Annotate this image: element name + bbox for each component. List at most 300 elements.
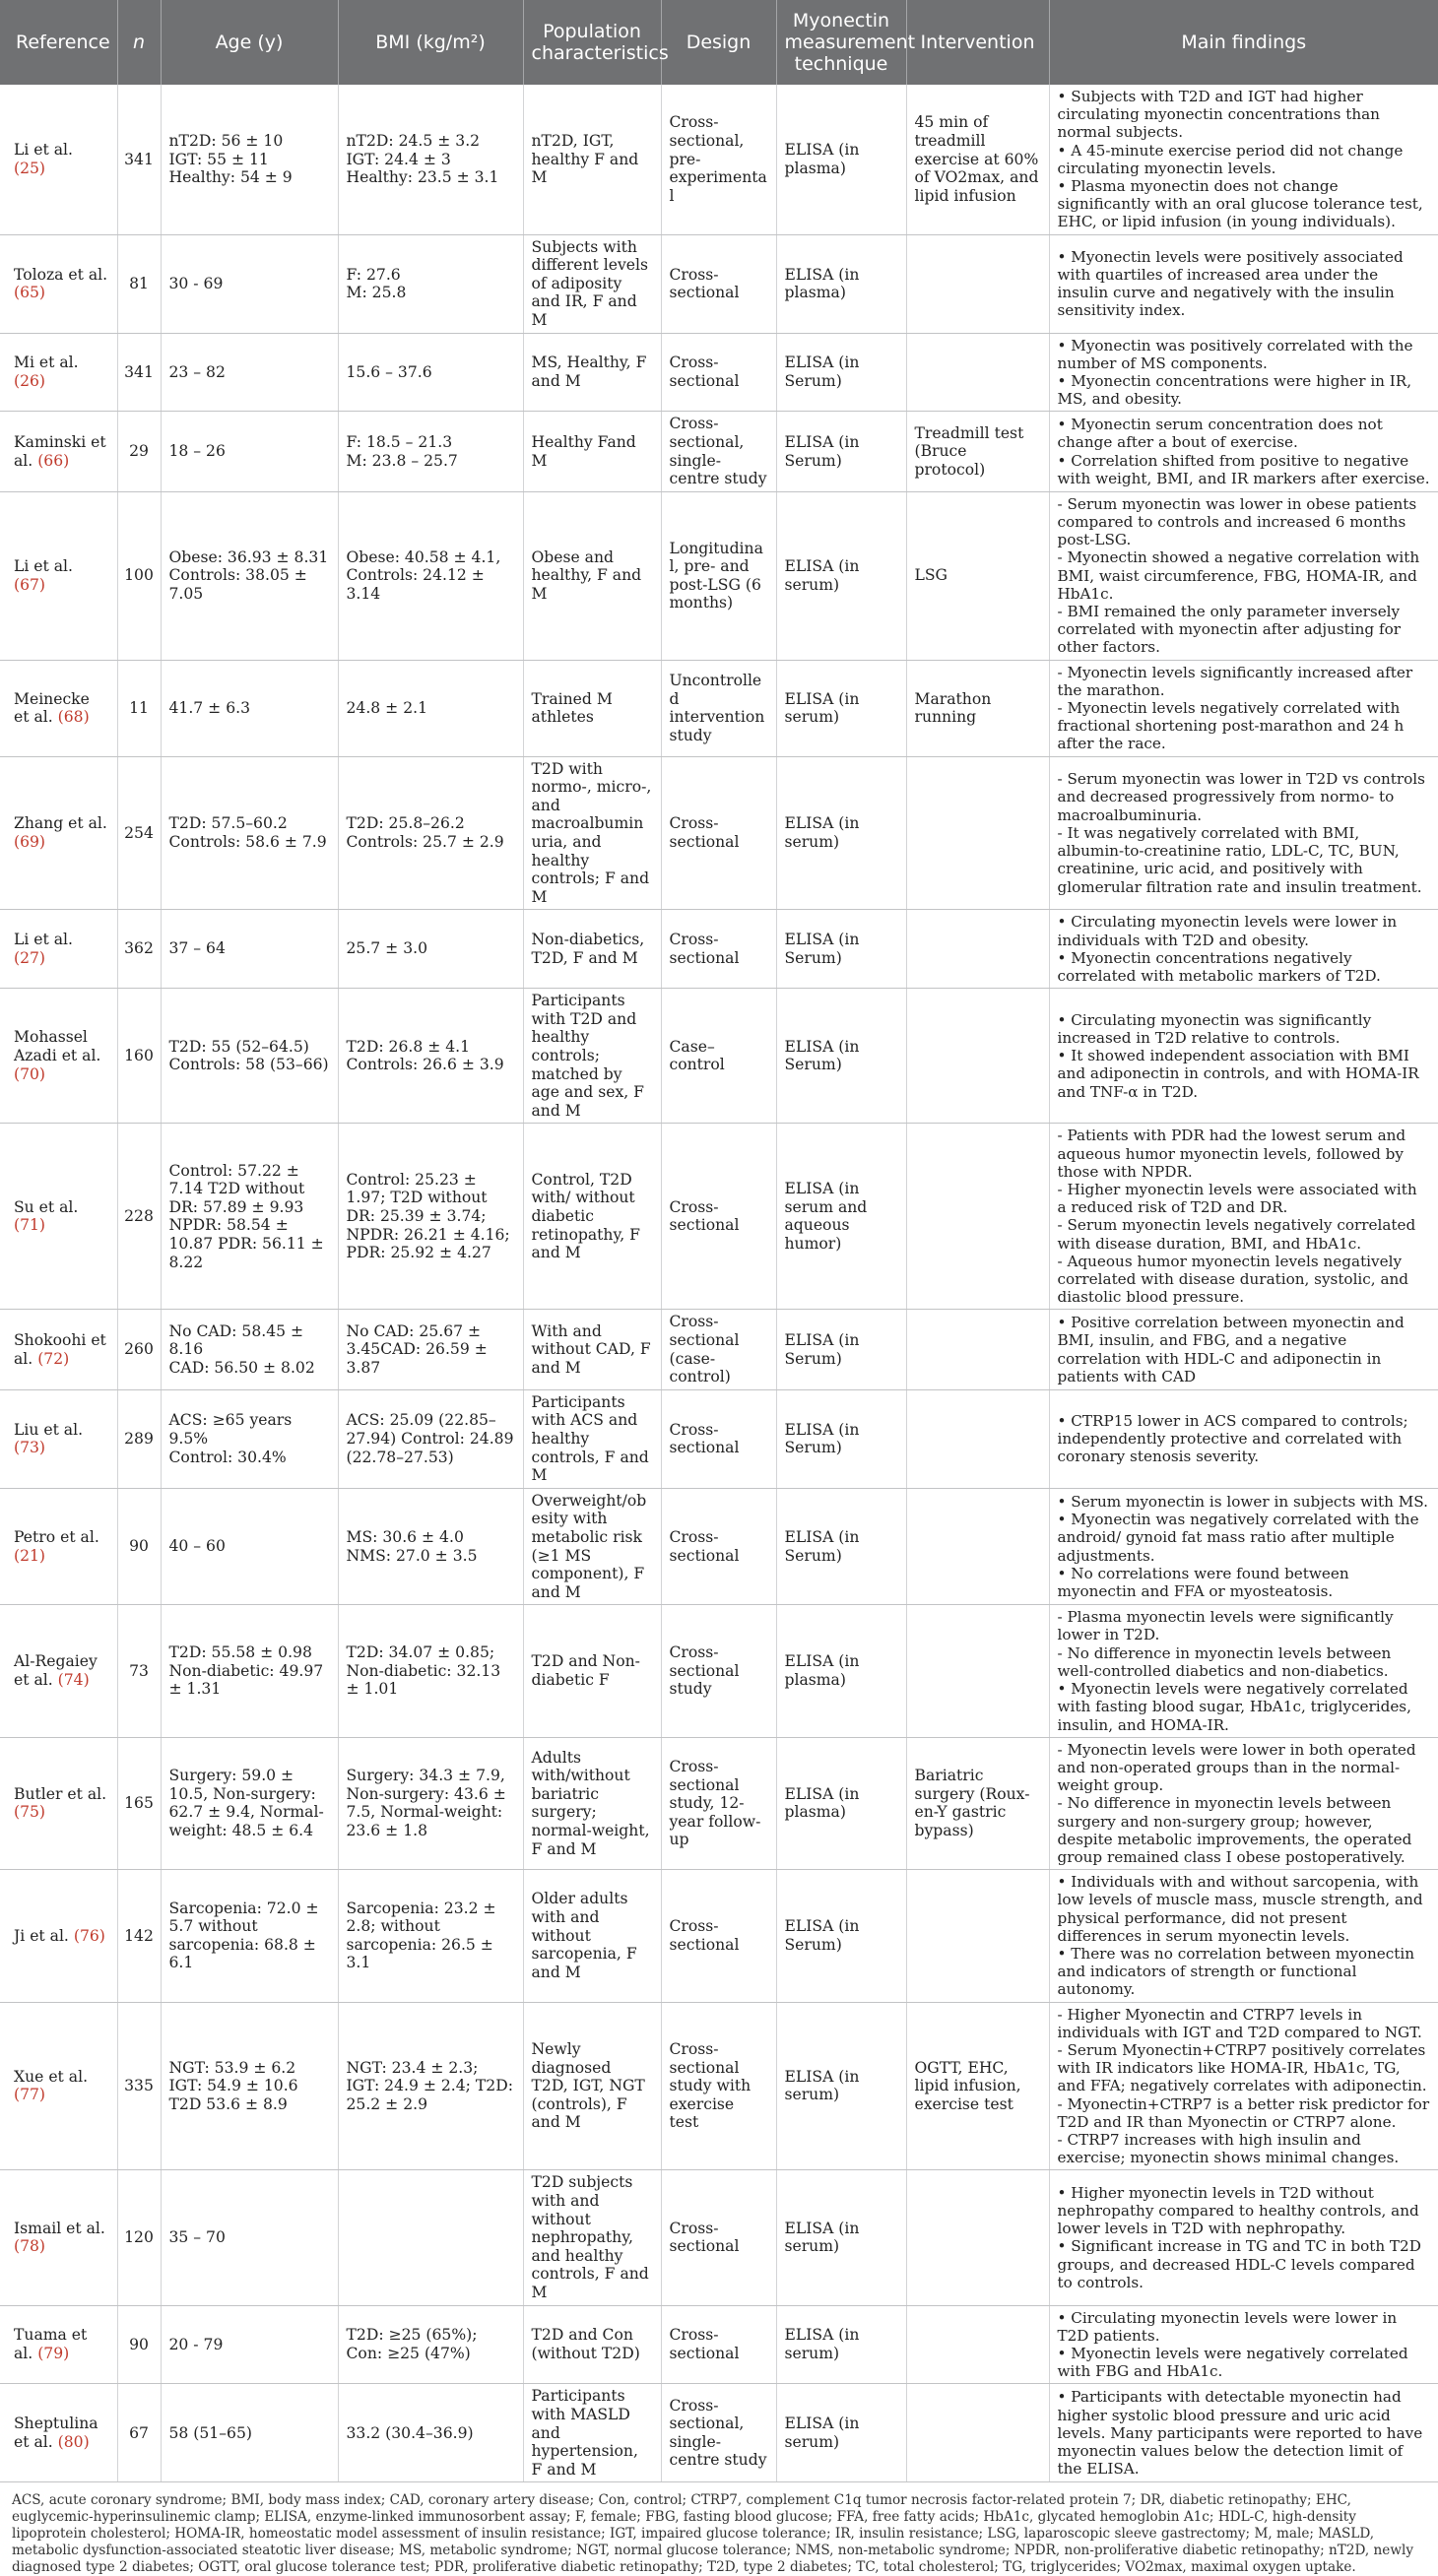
cell-n: 254 [117, 756, 161, 910]
cell-findings-line: • Myonectin was positively correlated with the number of MS components. [1057, 336, 1413, 372]
cell-age [161, 2170, 338, 2305]
table-row [0, 234, 1438, 333]
cell-intervention: Bariatric surgery (Roux-en-Y gastric bypass) [906, 1737, 1049, 1869]
cell-reference [0, 2384, 117, 2482]
cell-age-line: 40 – 60 [168, 1537, 226, 1556]
cell-reference [0, 234, 117, 333]
cell-population: Newly diagnosed T2D, IGT, NGT (controls), F and M [523, 2002, 661, 2170]
cell-findings [1049, 1605, 1438, 1737]
cell-age [161, 1605, 338, 1737]
cell-intervention [906, 1124, 1049, 1310]
cell-n: 341 [117, 85, 161, 234]
cell-findings [1049, 1389, 1438, 1488]
cell-technique: ELISA (in Serum) [776, 1488, 906, 1605]
reference-name: Shokoohi et al. [14, 1330, 106, 1368]
reference-name: Liu et al. [14, 1420, 84, 1439]
cell-n: 289 [117, 1389, 161, 1488]
cell-findings-line: - Serum Myonectin+CTRP7 positively correlates with IR indicators like HOMA-IR, HbA1c, TG, and FFA; negatively correlates with adiponectin. [1057, 2040, 1427, 2095]
reference-name: Butler et al. [14, 1784, 107, 1803]
cell-population: With and without CAD, F and M [523, 1310, 661, 1389]
cell-bmi [338, 1737, 523, 1869]
cell-technique: ELISA (in Serum) [776, 910, 906, 989]
cell-findings-line: - No difference in myonectin levels between well-controlled diabetics and non-diabetics. [1057, 1643, 1392, 1680]
table-row [0, 1605, 1438, 1737]
cell-population: Older adults with and without sarcopenia, F and M [523, 1870, 661, 2002]
cell-findings-line: • CTRP15 lower in ACS compared to controls; independently protective and correlated with coronary stenosis severity. [1057, 1411, 1408, 1466]
cell-design: Cross-sectional study [661, 1605, 776, 1737]
cell-age [161, 756, 338, 910]
reference-name: Al-Regaiey et al. [14, 1652, 98, 1689]
cell-design: Cross-sectional study with exercise test [661, 2002, 776, 2170]
reference-name: Toloza et al. [14, 265, 108, 284]
reference-name: Xue et al. [14, 2067, 89, 2086]
cell-age-line: 30 - 69 [168, 274, 224, 292]
cell-design: Cross-sectional, pre-experimental [661, 85, 776, 234]
cell-population: T2D with normo-, micro-, and macroalbuminuria, and healthy controls; F and M [523, 756, 661, 910]
cell-design: Longitudinal, pre- and post-LSG (6 months) [661, 491, 776, 660]
cell-age-line: IGT: 55 ± 11 [168, 150, 269, 168]
cell-findings [1049, 756, 1438, 910]
cell-reference [0, 85, 117, 234]
cell-findings-line: • Circulating myonectin levels were lower in T2D patients. [1057, 2308, 1398, 2345]
cell-design: Cross-sectional [661, 756, 776, 910]
cell-n: 335 [117, 2002, 161, 2170]
cell-age [161, 1124, 338, 1310]
cell-bmi-line: IGT: 24.4 ± 3 [346, 150, 451, 168]
cell-findings-line: • There was no correlation between myonectin and indicators of strength or functional autonomy. [1057, 1944, 1415, 1999]
header-bmi: BMI (kg/m²) [338, 0, 523, 85]
cell-bmi [338, 910, 523, 989]
reference-citation-link[interactable]: (78) [14, 2237, 46, 2256]
cell-age-line: 37 – 64 [168, 939, 226, 958]
cell-findings-line: • Myonectin serum concentration does not change after a bout of exercise. [1057, 416, 1383, 452]
cell-technique: ELISA (in Serum) [776, 333, 906, 412]
cell-technique: ELISA (in plasma) [776, 1737, 906, 1869]
cell-findings-line: - Serum myonectin was lower in obese patients compared to controls and increased 6 months post-LSG. [1057, 494, 1417, 549]
cell-age-line: Surgery: 59.0 ± 10.5, Non-surgery: 62.7 ± 9.4, Normal-weight: 48.5 ± 6.4 [168, 1767, 324, 1839]
cell-n: 100 [117, 491, 161, 660]
cell-technique: ELISA (in serum and aqueous humor) [776, 1124, 906, 1310]
cell-technique: ELISA (in Serum) [776, 412, 906, 491]
cell-reference [0, 1605, 117, 1737]
cell-reference [0, 1737, 117, 1869]
cell-findings-line: • Myonectin levels were negatively correlated with FBG and HbA1c. [1057, 2344, 1408, 2381]
cell-population: Participants with MASLD and hypertension, F and M [523, 2384, 661, 2482]
cell-intervention [906, 333, 1049, 412]
reference-citation-link[interactable]: (75) [14, 1803, 46, 1822]
cell-n: 120 [117, 2170, 161, 2305]
cell-age [161, 2384, 338, 2482]
reference-citation-link[interactable]: (70) [14, 1064, 46, 1083]
cell-technique: ELISA (in serum) [776, 2305, 906, 2384]
cell-findings [1049, 85, 1438, 234]
cell-bmi [338, 1605, 523, 1737]
header-technique: Myonectin measurement technique [776, 0, 906, 85]
cell-design: Cross-sectional, single-centre study [661, 412, 776, 491]
cell-population: Trained M athletes [523, 660, 661, 756]
table-row [0, 412, 1438, 491]
cell-intervention [906, 1605, 1049, 1737]
reference-citation-link[interactable]: (72) [37, 1349, 70, 1368]
reference-citation-link[interactable]: (74) [57, 1670, 90, 1689]
cell-age [161, 85, 338, 234]
reference-name: Kaminski et al. [14, 433, 106, 470]
cell-intervention [906, 234, 1049, 333]
cell-intervention [906, 910, 1049, 989]
cell-bmi [338, 989, 523, 1124]
cell-bmi-line: Controls: 25.7 ± 2.9 [346, 833, 504, 851]
cell-reference [0, 1488, 117, 1605]
cell-reference [0, 491, 117, 660]
cell-age-line: nT2D: 56 ± 10 [168, 131, 284, 150]
cell-intervention [906, 2170, 1049, 2305]
table-row [0, 2170, 1438, 2305]
cell-bmi [338, 660, 523, 756]
table-row [0, 2305, 1438, 2384]
cell-intervention [906, 756, 1049, 910]
cell-bmi-line: 24.8 ± 2.1 [346, 698, 427, 717]
cell-design: Cross-sectional [661, 2305, 776, 2384]
cell-bmi [338, 2170, 523, 2305]
header-n: n [117, 0, 161, 85]
cell-findings [1049, 2170, 1438, 2305]
cell-reference [0, 333, 117, 412]
cell-age-line: CAD: 56.50 ± 8.02 [168, 1358, 315, 1377]
cell-population: Obese and healthy, F and M [523, 491, 661, 660]
cell-bmi-line: ACS: 25.09 (22.85–27.94) Control: 24.89 (22.78–27.53) [346, 1411, 514, 1466]
cell-bmi-line: M: 23.8 – 25.7 [346, 451, 458, 470]
cell-findings-line: - Myonectin levels were lower in both operated and non-operated groups than in the normal-weight group. [1057, 1740, 1416, 1795]
cell-age [161, 989, 338, 1124]
cell-bmi-line: T2D: 34.07 ± 0.85; Non-diabetic: 32.13 ± 1.01 [346, 1643, 501, 1699]
cell-age [161, 1488, 338, 1605]
cell-age [161, 234, 338, 333]
reference-name: Ji et al. [14, 1926, 74, 1945]
cell-findings-line: - No difference in myonectin levels between surgery and non-surgery group; however, despite metabolic improvements, the operated group remained class I obese postoperatively. [1057, 1794, 1412, 1866]
cell-age-line: Sarcopenia: 72.0 ± 5.7 without sarcopenia: 68.8 ± 6.1 [168, 1899, 319, 1972]
cell-design: Cross-sectional (case-control) [661, 1310, 776, 1389]
table-row [0, 1488, 1438, 1605]
reference-citation-link[interactable]: (27) [14, 948, 46, 967]
cell-design: Cross-sectional [661, 910, 776, 989]
table-body [0, 85, 1438, 2482]
cell-intervention [906, 1488, 1049, 1605]
cell-technique: ELISA (in plasma) [776, 85, 906, 234]
cell-design: Uncontrolled intervention study [661, 660, 776, 756]
cell-bmi-line: Healthy: 23.5 ± 3.1 [346, 168, 499, 187]
header-reference: Reference [0, 0, 117, 85]
cell-findings-line: - Myonectin showed a negative correlation with BMI, waist circumference, FBG, HOMA-IR, and HbA1c. [1057, 548, 1420, 603]
cell-reference [0, 989, 117, 1124]
cell-age-line: 35 – 70 [168, 2228, 226, 2247]
reference-citation-link[interactable]: (66) [37, 451, 70, 470]
cell-design: Cross-sectional [661, 1488, 776, 1605]
cell-findings [1049, 2002, 1438, 2170]
cell-technique: ELISA (in serum) [776, 2384, 906, 2482]
cell-n: 228 [117, 1124, 161, 1310]
cell-population: Control, T2D with/ without diabetic retinopathy, F and M [523, 1124, 661, 1310]
header-age: Age (y) [161, 0, 338, 85]
cell-bmi [338, 2384, 523, 2482]
cell-bmi [338, 2305, 523, 2384]
cell-findings-line: • Positive correlation between myonectin and BMI, insulin, and FBG, and a negative correlation with HDL-C and adiponectin in patients with CAD [1057, 1314, 1405, 1385]
cell-findings-line: • Individuals with and without sarcopenia, with low levels of muscle mass, muscle strength, and physical performance, did not present differences in serum myonectin levels. [1057, 1873, 1423, 1945]
cell-findings-line: • Myonectin concentrations were higher in IR, MS, and obesity. [1057, 372, 1412, 409]
cell-bmi-line: Con: ≥25 (47%) [346, 2344, 471, 2362]
table-row [0, 756, 1438, 910]
cell-age-line: 18 – 26 [168, 442, 226, 461]
cell-findings-line: • Myonectin was negatively correlated with the android/ gynoid fat mass ratio after multiple adjustments. [1057, 1511, 1419, 1565]
cell-technique: ELISA (in serum) [776, 756, 906, 910]
reference-citation-link[interactable]: (79) [37, 2344, 70, 2362]
table-header [0, 0, 1438, 85]
reference-citation-link[interactable]: (76) [73, 1926, 105, 1945]
cell-bmi-line: 33.2 (30.4–36.9) [346, 2423, 474, 2442]
table-row [0, 491, 1438, 660]
cell-findings [1049, 1870, 1438, 2002]
table-row [0, 1310, 1438, 1389]
cell-reference [0, 1310, 117, 1389]
cell-bmi-line: Control: 25.23 ± 1.97; T2D without DR: 25.39 ± 3.74; NPDR: 26.21 ± 4.16; PDR: 25.92 ± 4.27 [346, 1170, 510, 1262]
cell-bmi-line: F: 27.6 [346, 265, 401, 284]
cell-bmi-line: F: 18.5 – 21.3 [346, 433, 453, 451]
cell-age [161, 1737, 338, 1869]
cell-intervention [906, 2384, 1049, 2482]
cell-n: 165 [117, 1737, 161, 1869]
cell-bmi [338, 1488, 523, 1605]
reference-name: Li et al. [14, 141, 73, 160]
cell-bmi-line: Controls: 24.12 ± 3.14 [346, 566, 485, 603]
reference-name: Tuama et al. [14, 2326, 88, 2362]
reference-name: Ismail et al. [14, 2219, 105, 2237]
cell-findings [1049, 1310, 1438, 1389]
cell-design: Cross-sectional [661, 234, 776, 333]
reference-citation-link[interactable]: (71) [14, 1216, 46, 1235]
cell-bmi-line: Obese: 40.58 ± 4.1, [346, 547, 501, 566]
cell-bmi [338, 756, 523, 910]
cell-technique: ELISA (in serum) [776, 2170, 906, 2305]
cell-findings-line: • Myonectin levels were negatively correlated with fasting blood sugar, HbA1c, triglycerides, insulin, and HOMA-IR. [1057, 1680, 1411, 1734]
cell-age-line: Controls: 38.05 ± 7.05 [168, 566, 307, 603]
cell-bmi-line: 25.7 ± 3.0 [346, 939, 427, 958]
cell-bmi [338, 333, 523, 412]
cell-population: nT2D, IGT, healthy F and M [523, 85, 661, 234]
table-row [0, 989, 1438, 1124]
cell-intervention: 45 min of treadmill exercise at 60% of VO2max, and lipid infusion [906, 85, 1049, 234]
cell-technique: ELISA (in serum) [776, 660, 906, 756]
cell-findings [1049, 2384, 1438, 2482]
cell-population: Overweight/obesity with metabolic risk (≥1 MS component), F and M [523, 1488, 661, 1605]
cell-findings [1049, 1737, 1438, 1869]
cell-findings-line: • Significant increase in TG and TC in both T2D groups, and decreased HDL-C levels compared to controls. [1057, 2237, 1421, 2291]
cell-age-line: 41.7 ± 6.3 [168, 698, 250, 717]
cell-n: 81 [117, 234, 161, 333]
cell-findings-line: - Myonectin levels negatively correlated with fractional shortening post-marathon and 24 h after the race. [1057, 699, 1405, 753]
header-findings: Main findings [1049, 0, 1438, 85]
cell-bmi [338, 1310, 523, 1389]
cell-bmi-line: 15.6 – 37.6 [346, 362, 432, 381]
cell-intervention [906, 1310, 1049, 1389]
cell-findings [1049, 910, 1438, 989]
reference-name: Mi et al. [14, 354, 79, 372]
cell-findings-line: - Aqueous humor myonectin levels negatively correlated with disease duration, systolic, and diastolic blood pressure. [1057, 1252, 1409, 1307]
reference-citation-link[interactable]: (67) [14, 575, 46, 594]
cell-bmi [338, 2002, 523, 2170]
cell-findings-line: - Plasma myonectin levels were significantly lower in T2D. [1057, 1608, 1394, 1644]
cell-intervention: Marathon running [906, 660, 1049, 756]
cell-findings-line: • Circulating myonectin was significantly increased in T2D relative to controls. [1057, 1010, 1372, 1047]
cell-age-line: No CAD: 58.45 ± 8.16 [168, 1321, 304, 1359]
cell-age [161, 660, 338, 756]
cell-reference [0, 412, 117, 491]
cell-reference [0, 910, 117, 989]
cell-intervention [906, 2305, 1049, 2384]
table-row [0, 1124, 1438, 1310]
reference-citation-link[interactable]: (69) [14, 833, 46, 851]
table-row [0, 910, 1438, 989]
cell-bmi [338, 1124, 523, 1310]
cell-age-line: 23 – 82 [168, 362, 226, 381]
cell-findings-line: • Higher myonectin levels in T2D without nephropathy compared to healthy controls, and lower levels in T2D with nephropathy. [1057, 2183, 1419, 2238]
cell-findings-line: - It was negatively correlated with BMI, albumin-to-creatinine ratio, LDL-C, TC, BUN, creatinine, uric acid, and positively with glomerular filtration rate and insulin treatment. [1057, 823, 1422, 896]
cell-findings-line: • Correlation shifted from positive to negative with weight, BMI, and IR markers after exercise. [1057, 451, 1430, 487]
cell-bmi-line: M: 25.8 [346, 284, 407, 302]
reference-citation-link[interactable]: (21) [14, 1546, 46, 1565]
cell-findings-line: • Subjects with T2D and IGT had higher circulating myonectin concentrations than normal subjects. [1057, 88, 1380, 142]
cell-population: Participants with T2D and healthy controls; matched by age and sex, F and M [523, 989, 661, 1124]
reference-name: Petro et al. [14, 1527, 99, 1546]
header-intervention: Intervention [906, 0, 1049, 85]
cell-bmi [338, 234, 523, 333]
cell-age [161, 1870, 338, 2002]
reference-name: Mohassel Azadi et al. [14, 1028, 101, 1064]
reference-citation-link[interactable]: (73) [14, 1439, 46, 1457]
header-design: Design [661, 0, 776, 85]
cell-findings [1049, 660, 1438, 756]
cell-age [161, 491, 338, 660]
cell-n: 90 [117, 2305, 161, 2384]
cell-findings-line: • Participants with detectable myonectin had higher systolic blood pressure and uric acid levels. Many participants were reported to have myonectin values below the detection limit of the ELISA. [1057, 2388, 1423, 2479]
cell-intervention [906, 989, 1049, 1124]
cell-age [161, 1310, 338, 1389]
cell-n: 260 [117, 1310, 161, 1389]
cell-population: Adults with/without bariatric surgery; normal-weight, F and M [523, 1737, 661, 1869]
cell-bmi [338, 1870, 523, 2002]
reference-citation-link[interactable]: (26) [14, 372, 46, 390]
cell-findings-line: - BMI remained the only parameter inversely correlated with myonectin after adjusting for other factors. [1057, 603, 1401, 657]
cell-age-line: Controls: 58 (53–66) [168, 1056, 329, 1074]
cell-design: Cross-sectional [661, 2170, 776, 2305]
table-row [0, 1870, 1438, 2002]
table-row [0, 660, 1438, 756]
cell-age [161, 910, 338, 989]
cell-n: 11 [117, 660, 161, 756]
reference-citation-link[interactable]: (68) [57, 708, 90, 727]
cell-bmi-line: T2D: 25.8–26.2 [346, 814, 465, 833]
table-row [0, 85, 1438, 234]
cell-n: 73 [117, 1605, 161, 1737]
cell-n: 362 [117, 910, 161, 989]
cell-reference [0, 2002, 117, 2170]
cell-reference [0, 1389, 117, 1488]
cell-age [161, 1389, 338, 1488]
cell-reference [0, 1870, 117, 2002]
reference-name: Li et al. [14, 931, 73, 949]
cell-reference [0, 756, 117, 910]
cell-bmi [338, 1389, 523, 1488]
cell-intervention [906, 1870, 1049, 2002]
reference-citation-link[interactable]: (77) [14, 2086, 46, 2104]
cell-design: Cross-sectional [661, 1870, 776, 2002]
reference-citation-link[interactable]: (25) [14, 159, 46, 177]
cell-findings-line: - Higher myonectin levels were associated with a reduced risk of T2D and DR. [1057, 1180, 1417, 1217]
cell-age-line: T2D: 55.58 ± 0.98 Non-diabetic: 49.97 ± 1.31 [168, 1643, 324, 1699]
cell-technique: ELISA (in Serum) [776, 1389, 906, 1488]
reference-citation-link[interactable]: (80) [57, 2432, 90, 2451]
cell-intervention: OGTT, EHC, lipid infusion, exercise test [906, 2002, 1049, 2170]
cell-bmi [338, 491, 523, 660]
cell-age-line: ACS: ≥65 years 9.5% [168, 1411, 293, 1448]
cell-population: Healthy Fand M [523, 412, 661, 491]
cell-age [161, 333, 338, 412]
table-row [0, 2002, 1438, 2170]
cell-bmi [338, 412, 523, 491]
cell-n: 142 [117, 1870, 161, 2002]
cell-reference [0, 2170, 117, 2305]
cell-design: Cross-sectional [661, 1389, 776, 1488]
cell-findings-line: - Patients with PDR had the lowest serum and aqueous humor myonectin levels, followed by those with NPDR. [1057, 1127, 1406, 1181]
cell-reference [0, 1124, 117, 1310]
cell-bmi-line: MS: 30.6 ± 4.0 [346, 1527, 464, 1546]
cell-findings-line: • Serum myonectin is lower in subjects with MS. [1057, 1492, 1428, 1511]
cell-design: Cross-sectional study, 12-year follow-up [661, 1737, 776, 1869]
cell-intervention: LSG [906, 491, 1049, 660]
cell-age-line: Obese: 36.93 ± 8.31 [168, 547, 329, 566]
cell-age-line: NGT: 53.9 ± 6.2 IGT: 54.9 ± 10.6 T2D 53.6 ± 8.9 [168, 2058, 298, 2113]
reference-name: Sheptulina et al. [14, 2415, 98, 2451]
cell-reference [0, 2305, 117, 2384]
cell-findings-line: - Myonectin+CTRP7 is a better risk predictor for T2D and IR than Myonectin or CTRP7 alone. [1057, 2094, 1430, 2131]
cell-intervention: Treadmill test (Bruce protocol) [906, 412, 1049, 491]
table-row [0, 1737, 1438, 1869]
cell-technique: ELISA (in plasma) [776, 1605, 906, 1737]
cell-findings [1049, 989, 1438, 1124]
cell-findings-line: • Plasma myonectin does not change significantly with an oral glucose tolerance test, EHC, or lipid infusion (in young individuals). [1057, 177, 1423, 231]
cell-technique: ELISA (in Serum) [776, 989, 906, 1124]
cell-bmi-line: T2D: 26.8 ± 4.1 [346, 1037, 471, 1056]
cell-age-line: Control: 30.4% [168, 1448, 287, 1466]
cell-age [161, 2002, 338, 2170]
reference-name: Zhang et al. [14, 814, 107, 833]
cell-technique: ELISA (in plasma) [776, 234, 906, 333]
reference-citation-link[interactable]: (65) [14, 284, 46, 302]
cell-population: T2D and Non-diabetic F [523, 1605, 661, 1737]
cell-design: Cross-sectional [661, 333, 776, 412]
cell-bmi-line: Surgery: 34.3 ± 7.9, Non-surgery: 43.6 ± 7.5, Normal-weight: 23.6 ± 1.8 [346, 1767, 506, 1839]
cell-technique: ELISA (in Serum) [776, 1870, 906, 2002]
cell-findings-line: - Higher Myonectin and CTRP7 levels in individuals with IGT and T2D compared to NGT. [1057, 2005, 1422, 2041]
cell-design: Case–control [661, 989, 776, 1124]
cell-findings-line: • A 45-minute exercise period did not change circulating myonectin levels. [1057, 141, 1404, 177]
cell-findings-line: • Circulating myonectin levels were lower in individuals with T2D and obesity. [1057, 913, 1398, 949]
reference-name: Meinecke et al. [14, 689, 90, 727]
cell-design: Cross-sectional [661, 1124, 776, 1310]
cell-bmi-line: NGT: 23.4 ± 2.3; IGT: 24.9 ± 2.4; T2D: 25.2 ± 2.9 [346, 2058, 513, 2113]
table-row [0, 1389, 1438, 1488]
cell-age [161, 2305, 338, 2384]
cell-technique: ELISA (in Serum) [776, 1310, 906, 1389]
cell-technique: ELISA (in serum) [776, 2002, 906, 2170]
